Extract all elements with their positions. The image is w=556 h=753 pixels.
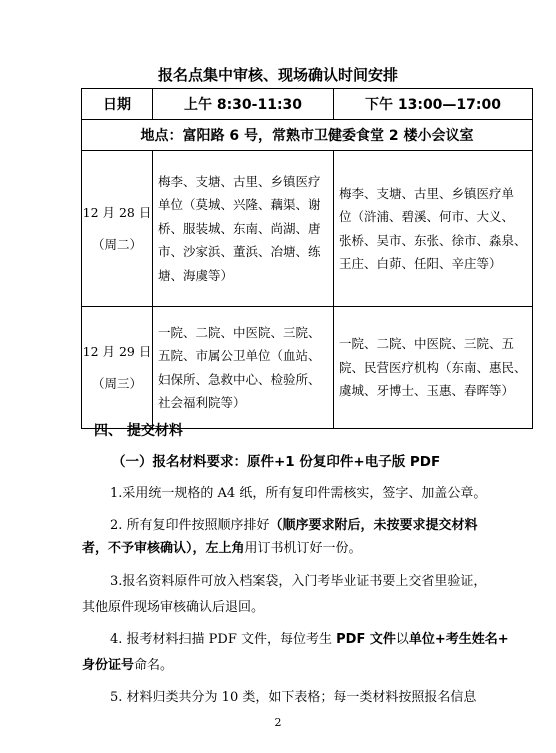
header-morning: 上午 8:30-11:30 <box>153 89 334 120</box>
unit-line: 一院、二院、中医院、三院、 <box>158 324 321 340</box>
item-2-text-cont: 用订书机订好一份。 <box>244 541 362 556</box>
morning-units-cell <box>153 307 334 429</box>
morning-units-cell <box>153 151 334 307</box>
item-4-bold: 身份证号 <box>82 658 135 673</box>
date-cell <box>82 307 153 429</box>
afternoon-units-cell <box>334 307 533 429</box>
unit-line: 五院、市属公卫单位（血站、 <box>158 348 321 363</box>
table-row <box>82 307 533 429</box>
item-4-text: 4. 报考材料扫描 PDF 文件，每位考生 <box>110 632 337 647</box>
page-number: 2 <box>274 716 282 729</box>
item-2-line-2 <box>82 537 362 556</box>
unit-line: 张桥、吴市、东张、徐市、淼泉、 <box>339 232 527 248</box>
date-text: 12 月 29 日 <box>82 344 152 359</box>
schedule-table <box>81 88 533 429</box>
unit-line: 梅李、支塘、古里、乡镇医疗 <box>158 173 321 189</box>
date-text: 12 月 28 日 <box>82 205 152 220</box>
item-1: 1.采用统一规格的 A4 纸，所有复印件需核实，签字、加盖公章。 <box>110 486 487 501</box>
date-cell <box>82 151 153 307</box>
unit-line: 社会福利院等） <box>158 395 246 410</box>
weekday-text: （周二） <box>91 236 142 252</box>
item-2-bold: （顺序要求附后，未按要求提交材料 <box>269 518 478 533</box>
page-title: 报名点集中审核、现场确认时间安排 <box>157 66 398 84</box>
item-4-text: 以 <box>395 632 409 647</box>
item-4-line-1 <box>110 628 509 647</box>
item-4-bold: PDF 文件 <box>336 632 396 647</box>
table-row <box>82 151 533 307</box>
subsection-heading: （一）报名材料要求：原件+1 份复印件+电子版 PDF <box>112 454 441 470</box>
afternoon-units-cell <box>334 151 533 307</box>
location-row <box>82 120 533 151</box>
item-3-line-2: 其他原件现场审核确认后退回。 <box>82 600 265 615</box>
header-afternoon: 下午 13:00—17:00 <box>334 89 533 120</box>
location-text: 地点：富阳路 6 号，常熟市卫健委食堂 2 楼小会议室 <box>82 120 533 151</box>
unit-line: 虞城、牙博士、玉惠、春晖等） <box>339 383 515 399</box>
header-date: 日期 <box>82 89 153 120</box>
unit-line: 妇保所、急救中心、检验所、 <box>158 371 321 387</box>
unit-line: 塘、海虞等） <box>158 267 234 283</box>
item-5: 5. 材料归类共分为 10 类，如下表格；每一类材料按照报名信息 <box>110 690 477 705</box>
item-2-line-1 <box>110 514 478 533</box>
unit-line: 王庄、白茆、任阳、辛庄等） <box>339 256 502 271</box>
table-header-row <box>82 89 533 120</box>
unit-line: 一院、二院、中医院、三院、五 <box>339 336 515 352</box>
unit-line: 位（浒浦、碧溪、何市、大义、 <box>339 209 515 224</box>
section-heading: 四、 提交材料 <box>94 423 183 439</box>
unit-line: 单位（莫城、兴隆、藕渠、谢 <box>158 197 321 213</box>
unit-line: 市、沙家浜、董浜、冶塘、练 <box>158 244 321 260</box>
item-3-line-1: 3.报名资料原件可放入档案袋，入门考毕业证书要上交省里验证， <box>110 574 487 589</box>
unit-line: 桥、服装城、东南、尚湖、唐 <box>158 220 321 236</box>
weekday-text: （周三） <box>91 375 142 391</box>
item-2-bold-cont: 者，不予审核确认），左上角 <box>82 541 245 556</box>
unit-line: 梅李、支塘、古里、乡镇医疗单 <box>339 185 515 201</box>
item-2-text: 2. 所有复印件按照顺序排好 <box>110 518 270 533</box>
item-4-line-2 <box>82 654 173 673</box>
unit-line: 院、民营医疗机构（东南、惠民、 <box>339 359 527 375</box>
item-4-bold: 单位+考生姓名+ <box>408 632 509 647</box>
item-4-text: 命名。 <box>134 658 174 673</box>
